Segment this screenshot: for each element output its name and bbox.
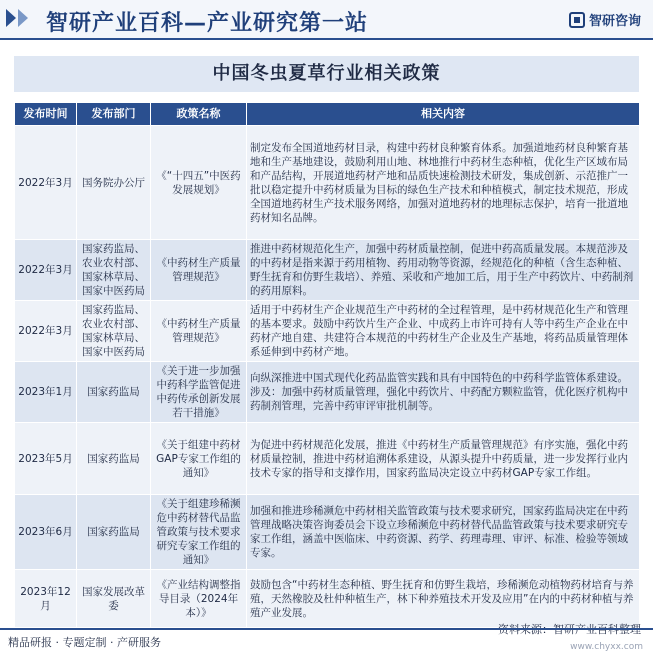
- footer-divider: [0, 628, 653, 630]
- cell-name: 《关于组建珍稀濒危中药材替代品监管政策与技术要求研究专家工作组的通知》: [151, 495, 247, 570]
- cell-time: 2023年5月: [15, 423, 77, 495]
- logo-text: 智研咨询: [588, 14, 641, 29]
- cell-content: 制定发布全国道地药材目录，构建中药材良种繁育体系。加强道地药材良种繁育基地和生产基地建设，鼓励利用山地、林地推行中药材生态种植，优化生产区域布局和产品结构，开展道地药材产地和品质快速检测技术研发，集成创新、示范推广一批以稳定提升中药材质量为目标的绿色生产技术和种植模式，制定技术规范，形成全国道地药材生产技术服务网络，加强对道地药材的地理标志保护，培育一批道地药材知名品牌。: [247, 126, 640, 240]
- table-row: [15, 423, 640, 495]
- footer-slogan: 精品研报 · 专题定制 · 产研服务: [8, 636, 161, 649]
- site-watermark: www.chyxx.com: [570, 642, 643, 652]
- chevron-right-icon: [6, 9, 16, 27]
- cell-time: 2022年3月: [15, 301, 77, 362]
- cell-name: 《中药材生产质量管理规范》: [151, 301, 247, 362]
- cell-name: 《“十四五”中医药发展规划》: [151, 126, 247, 240]
- policy-table: [14, 102, 640, 628]
- table-row: [15, 570, 640, 628]
- chevron-icon: [6, 9, 28, 27]
- table-row: [15, 495, 640, 570]
- cell-dept: 国务院办公厅: [77, 126, 151, 240]
- cell-content: 推进中药材规范化生产，加强中药材质量控制，促进中药高质量发展。本规范涉及的中药材是指来源于药用植物、药用动物等资源，经规范化的种植（含生态种植、野生抚育和仿野生栽培）、养殖、采收和产地加工后，用于生产中药饮片、中药制剂的药用原料。: [247, 240, 640, 301]
- cell-content: 向纵深推进中国式现代化药品监管实践和具有中国特色的中药科学监管体系建设。涉及：加强中药材质量管理，强化中药饮片、中药配方颗粒监管，优化医疗机构中药制剂管理，完善中药审评审批机制等。: [247, 362, 640, 423]
- table-row: [15, 362, 640, 423]
- cell-time: 2023年6月: [15, 495, 77, 570]
- column-header-dept: 发布部门: [77, 103, 151, 126]
- table-header-row: [15, 103, 640, 126]
- cell-dept: 国家药监局、农业农村部、国家林草局、国家中医药局: [77, 301, 151, 362]
- cell-time: 2023年1月: [15, 362, 77, 423]
- column-header-time: 发布时间: [15, 103, 77, 126]
- cell-time: 2022年3月: [15, 240, 77, 301]
- cell-name: 《关于组建中药材GAP专家工作组的通知》: [151, 423, 247, 495]
- logo-icon: [569, 12, 585, 28]
- cell-content: 鼓励包含“中药材生态种植、野生抚育和仿野生栽培，珍稀濒危动植物药材培育与养殖，天然橡胶及杜仲种植生产，林下种养殖技术开发及应用”在内的中药材种植与养殖产业发展。: [247, 570, 640, 628]
- cell-time: 2022年3月: [15, 126, 77, 240]
- cell-dept: 国家药监局: [77, 362, 151, 423]
- table-row: [15, 126, 640, 240]
- column-header-content: 相关内容: [247, 103, 640, 126]
- table-row: [15, 240, 640, 301]
- cell-dept: 国家药监局、农业农村部、国家林草局、国家中医药局: [77, 240, 151, 301]
- chevron-right-icon: [18, 9, 28, 27]
- column-header-name: 政策名称: [151, 103, 247, 126]
- cell-dept: 国家药监局: [77, 423, 151, 495]
- header-title: 智研产业百科—产业研究第一站: [46, 11, 369, 36]
- page-title: 中国冬虫夏草行业相关政策: [14, 56, 639, 92]
- page-header: [0, 0, 653, 40]
- cell-time: 2023年12月: [15, 570, 77, 628]
- cell-content: 为促进中药材规范化发展，推进《中药材生产质量管理规范》有序实施，强化中药材质量控制，推进中药材追溯体系建设，从源头提升中药质量，进一步发挥行业内技术专家的指导和支撑作用，国家药监局决定设立中药材GAP专家工作组。: [247, 423, 640, 495]
- brand-logo: [569, 10, 641, 29]
- cell-name: 《产业结构调整指导目录（2024年本）》: [151, 570, 247, 628]
- table-row: [15, 301, 640, 362]
- cell-content: 加强和推进珍稀濒危中药材相关监管政策与技术要求研究，国家药监局决定在中药管理战略决策咨询委员会下设立珍稀濒危中药材替代品监管政策与技术要求研究专家工作组，涵盖中医临床、中药资源、药学、药理毒理、审评、标准、检验等领域专家。: [247, 495, 640, 570]
- cell-name: 《中药材生产质量管理规范》: [151, 240, 247, 301]
- cell-dept: 国家药监局: [77, 495, 151, 570]
- cell-name: 《关于进一步加强中药科学监管促进中药传承创新发展若干措施》: [151, 362, 247, 423]
- cell-dept: 国家发展改革委: [77, 570, 151, 628]
- cell-content: 适用于中药材生产企业规范生产中药材的全过程管理，是中药材规范化生产和管理的基本要求。鼓励中药饮片生产企业、中成药上市许可持有人等中药生产企业在中药材产地自建、共建符合本规范的中药材生产企业及生产基地，将药品质量管理体系延伸到中药材产地。: [247, 301, 640, 362]
